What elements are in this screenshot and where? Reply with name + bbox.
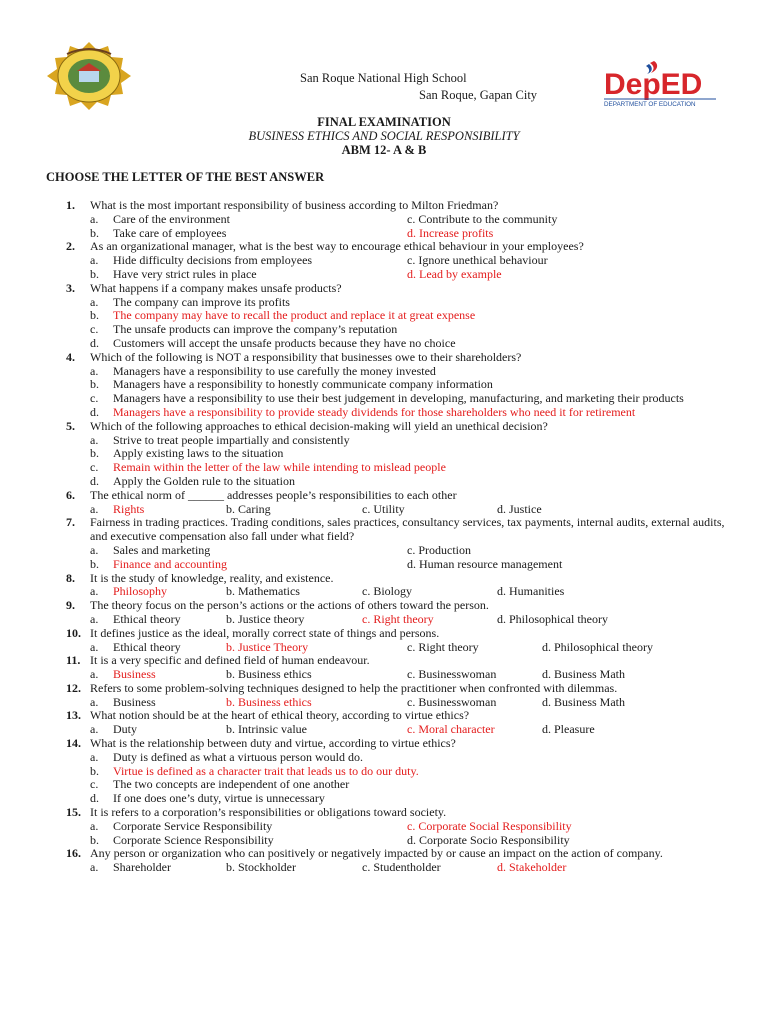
option-letter: b.: [226, 667, 235, 682]
option-letter: b.: [226, 501, 235, 516]
option-text: Corporate Social Responsibility: [418, 818, 572, 833]
question-item: [0, 199, 768, 240]
option-text: The company can improve its profits: [113, 294, 290, 309]
school-name: San Roque National High School: [300, 71, 467, 85]
answer-option: [0, 309, 768, 323]
option-text: Corporate Science Responsibility: [113, 832, 274, 847]
question-item: [0, 709, 768, 737]
answer-option: [0, 406, 768, 420]
answer-option: [0, 778, 768, 792]
option-letter: b.: [226, 584, 235, 599]
answer-option: [407, 268, 502, 282]
answer-option: [0, 337, 768, 351]
question-number: 3.: [66, 280, 75, 295]
option-text: Mathematics: [238, 584, 300, 599]
option-text: Managers have a responsibility to provide steady dividends for those shareholders who need it for retirement: [113, 404, 636, 419]
option-text: The unsafe products can improve the company’s reputation: [113, 322, 398, 337]
question-text: Which of the following approaches to ethical decision-making will yield an unethical decision?: [90, 418, 548, 433]
option-text: Care of the environment: [113, 211, 230, 226]
option-text: Increase profits: [419, 225, 494, 240]
option-text: Business Math: [554, 667, 626, 682]
option-row: [0, 503, 768, 517]
option-row: [0, 668, 768, 682]
option-letter: d.: [542, 667, 551, 682]
option-letter: b.: [226, 611, 235, 626]
deped-logo-icon: [602, 60, 718, 108]
answer-option: [362, 613, 434, 627]
option-row: [0, 613, 768, 627]
answer-option: [542, 641, 653, 655]
exam-title: FINAL EXAMINATION: [317, 115, 451, 129]
option-text: Sales and marketing: [113, 542, 211, 557]
option-letter: a.: [90, 860, 99, 875]
answer-option: [542, 696, 625, 710]
option-letter: b.: [226, 694, 235, 709]
option-row: [0, 585, 768, 599]
question-text: It is a very specific and defined field of human endeavour.: [90, 653, 370, 668]
option-text: The company may have to recall the product and replace it at great expense: [113, 308, 476, 323]
option-letter: c.: [407, 639, 416, 654]
option-text: Managers have a responsibility to use their best judgement in developing, manufacturing, and marketing their products: [113, 391, 684, 406]
option-letter: d.: [542, 694, 551, 709]
option-letter: c.: [407, 253, 416, 268]
option-text: Corporate Service Responsibility: [113, 818, 273, 833]
answer-option: [226, 668, 312, 682]
option-letter: d.: [407, 266, 416, 281]
option-letter: b.: [90, 308, 99, 323]
option-text: Business Math: [554, 694, 626, 709]
option-letter: d.: [407, 556, 416, 571]
option-text: Contribute to the community: [418, 211, 558, 226]
answer-option: [226, 585, 300, 599]
option-letter: b.: [90, 832, 99, 847]
answer-option: [407, 558, 562, 572]
option-row: [0, 820, 768, 834]
answer-option: [542, 668, 625, 682]
question-number: 1.: [66, 198, 75, 212]
option-text: Ethical theory: [113, 611, 181, 626]
option-letter: c.: [407, 211, 416, 226]
option-letter: a.: [90, 818, 99, 833]
option-text: Intrinsic value: [238, 722, 307, 737]
answer-option: [407, 227, 493, 241]
answer-option: [0, 434, 768, 448]
option-row: [0, 861, 768, 875]
option-text: Duty is defined as what a virtuous person would do.: [113, 749, 363, 764]
question-number: 5.: [66, 418, 75, 433]
question-item: [0, 351, 768, 420]
option-letter: d.: [90, 404, 99, 419]
option-letter: a.: [90, 667, 99, 682]
question-item: [0, 489, 768, 517]
option-letter: a.: [90, 501, 99, 516]
answer-option: [407, 254, 548, 268]
question-item: [0, 572, 768, 600]
option-row: [0, 723, 768, 737]
option-letter: d.: [542, 722, 551, 737]
option-text: Virtue is defined as a character trait that leads us to do our duty.: [113, 763, 419, 778]
option-text: Customers will accept the unsafe products because they have no choice: [113, 335, 456, 350]
question-text: Which of the following is NOT a responsibility that businesses owe to their shareholders?: [90, 349, 522, 364]
option-text: Right theory: [373, 611, 434, 626]
answer-option: [407, 668, 496, 682]
deped-logo-text: DepED: [604, 68, 703, 101]
option-letter: a.: [90, 432, 99, 447]
question-number: 2.: [66, 239, 75, 254]
option-letter: a.: [90, 211, 99, 226]
question-number: 7.: [66, 515, 75, 530]
option-text: Caring: [238, 501, 271, 516]
option-text: Businesswoman: [418, 667, 497, 682]
option-row: [0, 641, 768, 655]
option-text: Justice: [509, 501, 542, 516]
question-item: [0, 654, 768, 682]
exam-class: ABM 12- A & B: [341, 143, 427, 157]
option-letter: a.: [90, 749, 99, 764]
option-text: Businesswoman: [418, 694, 497, 709]
answer-option: [226, 503, 271, 517]
option-letter: b.: [90, 763, 99, 778]
question-text: The theory focus on the person’s actions or the actions of others toward the person.: [90, 598, 489, 613]
question-text: As an organizational manager, what is the best way to encourage ethical behaviour in your employees?: [90, 239, 584, 254]
answer-option: [407, 641, 479, 655]
option-text: Lead by example: [419, 266, 502, 281]
option-text: Philosophical theory: [554, 639, 653, 654]
answer-option: [407, 723, 495, 737]
question-text: Any person or organization who can positively or negatively impacted by or cause an impact on the action of company.: [90, 846, 663, 861]
answer-option: [497, 503, 542, 517]
option-letter: c.: [90, 391, 99, 406]
option-letter: c.: [407, 694, 416, 709]
answer-option: [407, 544, 471, 558]
option-text: Rights: [113, 501, 145, 516]
option-text: Philosophical theory: [509, 611, 608, 626]
option-text: Biology: [373, 584, 412, 599]
option-text: Take care of employees: [113, 225, 227, 240]
option-letter: d.: [497, 501, 506, 516]
option-letter: d.: [497, 611, 506, 626]
option-letter: b.: [90, 556, 99, 571]
option-row: [0, 227, 768, 241]
answer-option: [0, 365, 768, 379]
answer-option: [407, 213, 557, 227]
answer-option: [226, 696, 312, 710]
question-number: 16.: [66, 846, 81, 861]
option-text: Stockholder: [238, 860, 296, 875]
option-letter: d.: [497, 584, 506, 599]
option-text: Managers have a responsibility to honestly communicate company information: [113, 377, 493, 392]
answer-option: [0, 765, 768, 779]
answer-option: [0, 323, 768, 337]
question-item: [0, 282, 768, 351]
answer-option: [0, 392, 768, 406]
option-letter: b.: [90, 266, 99, 281]
question-text: What happens if a company makes unsafe products?: [90, 280, 342, 295]
question-item: [0, 516, 768, 571]
option-letter: c.: [362, 860, 371, 875]
answer-option: [407, 834, 570, 848]
answer-option: [362, 861, 441, 875]
question-number: 10.: [66, 625, 81, 640]
answer-option: [0, 296, 768, 310]
option-letter: d.: [90, 335, 99, 350]
question-text: What notion should be at the heart of ethical theory, according to virtue ethics?: [90, 708, 470, 723]
option-text: Business ethics: [238, 667, 312, 682]
answer-option: [407, 820, 572, 834]
question-item: [0, 240, 768, 281]
question-text: It defines justice as the ideal, morally correct state of things and persons.: [90, 625, 440, 640]
option-text: Apply existing laws to the situation: [113, 446, 284, 461]
option-text: Duty: [113, 722, 137, 737]
answer-option: [497, 585, 564, 599]
option-row: [0, 544, 768, 558]
option-text: Managers have a responsibility to use carefully the money invested: [113, 363, 436, 378]
option-text: Pleasure: [554, 722, 595, 737]
option-letter: a.: [90, 611, 99, 626]
option-letter: a.: [90, 542, 99, 557]
option-text: Corporate Socio Responsibility: [419, 832, 570, 847]
option-text: Ignore unethical behaviour: [418, 253, 548, 268]
instructions: CHOOSE THE LETTER OF THE BEST ANSWER: [46, 170, 325, 184]
option-letter: b.: [90, 225, 99, 240]
answer-option: [362, 503, 405, 517]
answer-option: [0, 475, 768, 489]
option-text: Moral character: [418, 722, 495, 737]
option-letter: c.: [362, 611, 371, 626]
option-letter: a.: [90, 722, 99, 737]
option-text: Human resource management: [419, 556, 563, 571]
question-item: [0, 737, 768, 806]
option-row: [0, 558, 768, 572]
answer-option: [226, 861, 296, 875]
question-text: What is the most important responsibility of business according to Milton Friedman?: [90, 198, 499, 212]
option-text: Hide difficulty decisions from employees: [113, 253, 313, 268]
question-number: 14.: [66, 736, 81, 751]
question-text: Refers to some problem-solving techniques designed to help the practitioner when confronted with dilemmas.: [90, 680, 618, 695]
option-letter: c.: [407, 667, 416, 682]
answer-option: [407, 696, 496, 710]
option-letter: d.: [407, 225, 416, 240]
option-text: Have very strict rules in place: [113, 266, 257, 281]
question-text: It is the study of knowledge, reality, and existence.: [90, 570, 334, 585]
question-number: 6.: [66, 487, 75, 502]
question-number: 12.: [66, 680, 81, 695]
option-text: Humanities: [509, 584, 565, 599]
answer-option: [226, 641, 308, 655]
answer-option: [497, 613, 608, 627]
option-letter: a.: [90, 584, 99, 599]
question-number: 8.: [66, 570, 75, 585]
option-text: Business: [113, 694, 156, 709]
question-number: 13.: [66, 708, 81, 723]
question-item: [0, 420, 768, 489]
option-row: [0, 268, 768, 282]
option-text: Justice Theory: [238, 639, 309, 654]
question-text: The ethical norm of ______ addresses people’s responsibilities to each other: [90, 487, 457, 502]
option-letter: d.: [407, 832, 416, 847]
option-letter: c.: [90, 460, 99, 475]
question-number: 11.: [66, 653, 81, 668]
deped-logo-subtext: DEPARTMENT OF EDUCATION: [604, 101, 696, 108]
option-letter: a.: [90, 694, 99, 709]
answer-option: [0, 792, 768, 806]
option-text: The two concepts are independent of one another: [113, 777, 350, 792]
option-letter: d.: [542, 639, 551, 654]
option-row: [0, 696, 768, 710]
answer-option: [542, 723, 595, 737]
option-letter: a.: [90, 294, 99, 309]
option-text: Philosophy: [113, 584, 168, 599]
option-text: Utility: [373, 501, 405, 516]
option-letter: b.: [90, 446, 99, 461]
option-text: Justice theory: [238, 611, 305, 626]
option-letter: a.: [90, 253, 99, 268]
option-letter: d.: [90, 791, 99, 806]
option-text: Business: [113, 667, 156, 682]
option-row: [0, 834, 768, 848]
answer-option: [497, 861, 566, 875]
option-row: [0, 254, 768, 268]
exam-subject: BUSINESS ETHICS AND SOCIAL RESPONSIBILITY: [248, 129, 520, 143]
question-text: It is refers to a corporation’s responsibilities or obligations toward society.: [90, 805, 447, 820]
option-letter: c.: [407, 542, 416, 557]
school-seal-icon: [45, 40, 133, 112]
question-item: [0, 627, 768, 655]
option-letter: c.: [407, 818, 416, 833]
option-text: Production: [418, 542, 471, 557]
option-letter: b.: [226, 639, 235, 654]
option-row: [0, 213, 768, 227]
option-text: Right theory: [418, 639, 479, 654]
option-text: Strive to treat people impartially and consistently: [113, 432, 350, 447]
option-letter: a.: [90, 639, 99, 654]
option-text: Remain within the letter of the law while intending to mislead people: [113, 460, 446, 475]
option-letter: a.: [90, 363, 99, 378]
question-number: 9.: [66, 598, 75, 613]
option-text: Finance and accounting: [113, 556, 227, 571]
option-text: Apply the Golden rule to the situation: [113, 473, 295, 488]
question-text: What is the relationship between duty and virtue, according to virtue ethics?: [90, 736, 456, 751]
option-text: Ethical theory: [113, 639, 181, 654]
option-letter: b.: [226, 722, 235, 737]
answer-option: [226, 613, 304, 627]
option-letter: d.: [90, 473, 99, 488]
option-letter: c.: [407, 722, 416, 737]
option-letter: c.: [90, 322, 99, 337]
question-list: [0, 199, 768, 875]
option-letter: d.: [497, 860, 506, 875]
answer-option: [0, 751, 768, 765]
option-letter: b.: [226, 860, 235, 875]
school-address: San Roque, Gapan City: [419, 88, 538, 102]
option-text: If one does one’s duty, virtue is unnecessary: [113, 791, 325, 806]
answer-option: [0, 378, 768, 392]
question-item: [0, 682, 768, 710]
question-number: 15.: [66, 805, 81, 820]
option-letter: c.: [362, 584, 371, 599]
answer-option: [362, 585, 412, 599]
option-letter: c.: [90, 777, 99, 792]
question-number: 4.: [66, 349, 75, 364]
answer-option: [0, 461, 768, 475]
question-text: Fairness in trading practices. Trading conditions, sales practices, consultancy services, tax payments, internal audits, external audits, and executive compensation also fall under what field?: [90, 515, 725, 544]
option-text: Stakeholder: [509, 860, 567, 875]
answer-option: [0, 447, 768, 461]
answer-option: [226, 723, 307, 737]
option-text: Studentholder: [373, 860, 441, 875]
option-letter: c.: [362, 501, 371, 516]
option-text: Shareholder: [113, 860, 171, 875]
question-item: [0, 847, 768, 875]
option-letter: b.: [90, 377, 99, 392]
question-item: [0, 806, 768, 847]
option-text: Business ethics: [238, 694, 312, 709]
question-item: [0, 599, 768, 627]
